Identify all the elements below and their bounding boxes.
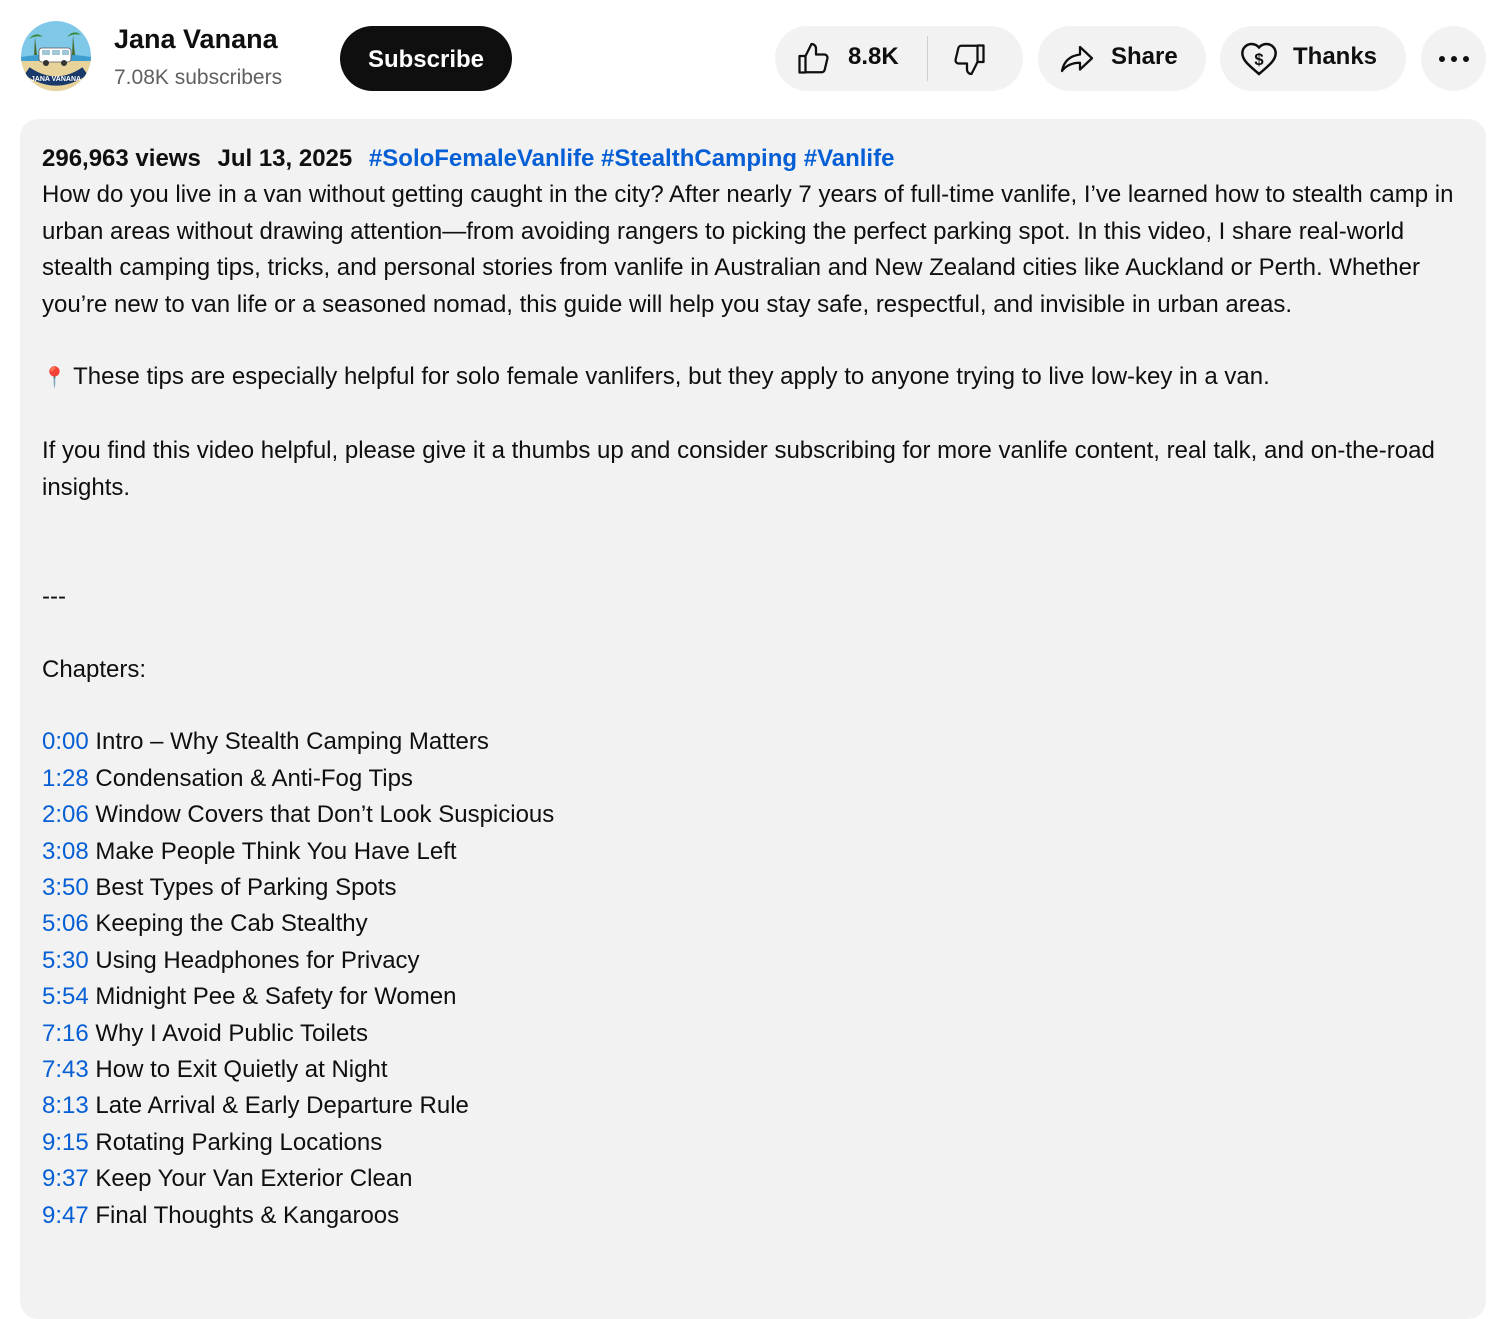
spacer bbox=[42, 688, 1472, 724]
spacer bbox=[42, 542, 1472, 578]
chapter-timestamp[interactable]: 7:16 bbox=[42, 1019, 89, 1047]
chapter-timestamp[interactable]: 9:47 bbox=[42, 1201, 89, 1229]
chapter-timestamp[interactable]: 5:06 bbox=[42, 910, 89, 938]
chapter-timestamp[interactable]: 9:15 bbox=[42, 1128, 89, 1156]
description-panel[interactable] bbox=[20, 119, 1486, 1319]
chapter-item bbox=[42, 979, 1472, 1015]
chapter-title: Keep Your Van Exterior Clean bbox=[95, 1165, 413, 1193]
chapter-timestamp[interactable]: 3:50 bbox=[42, 874, 89, 902]
description-cta: If you find this video helpful, please give it a thumbs up and consider subscribing for more vanlife content, real talk, and on-the-road insights. bbox=[42, 437, 1435, 501]
subscriber-count: 7.08K subscribers bbox=[114, 66, 283, 89]
chapter-title: Condensation & Anti-Fog Tips bbox=[95, 764, 413, 792]
chapter-timestamp[interactable]: 8:13 bbox=[42, 1092, 89, 1120]
hashtag-link[interactable]: #Vanlife bbox=[803, 145, 895, 172]
chapter-timestamp[interactable]: 2:06 bbox=[42, 801, 89, 829]
tip-text: These tips are especially helpful for solo female vanlifers, but they apply to anyone trying to live low-key in a van. bbox=[73, 363, 1270, 391]
share-arrow-icon bbox=[1058, 41, 1096, 77]
chapter-title: Best Types of Parking Spots bbox=[95, 874, 397, 902]
chapter-timestamp[interactable]: 7:43 bbox=[42, 1056, 89, 1084]
chapters-list bbox=[42, 724, 1472, 1234]
chapter-timestamp[interactable]: 9:37 bbox=[42, 1165, 89, 1193]
publish-date: Jul 13, 2025 bbox=[217, 145, 353, 172]
chapter-title: Using Headphones for Privacy bbox=[95, 946, 420, 974]
chapter-item bbox=[42, 1161, 1472, 1197]
heart-dollar-icon bbox=[1239, 39, 1279, 79]
chapter-title: Intro – Why Stealth Camping Matters bbox=[95, 728, 489, 756]
chapter-title: Late Arrival & Early Departure Rule bbox=[95, 1092, 469, 1120]
chapter-title: Keeping the Cab Stealthy bbox=[95, 910, 368, 938]
description-content bbox=[42, 141, 1472, 1234]
subscribe-button[interactable]: Subscribe bbox=[340, 26, 512, 91]
spacer bbox=[42, 506, 1472, 542]
chapter-title: Make People Think You Have Left bbox=[95, 837, 457, 865]
chapter-item bbox=[42, 761, 1472, 797]
chapter-title: Rotating Parking Locations bbox=[95, 1128, 383, 1156]
chapter-timestamp[interactable]: 0:00 bbox=[42, 728, 89, 756]
video-action-bar bbox=[0, 0, 1512, 118]
thumbs-down-icon bbox=[952, 41, 988, 77]
dislike-button[interactable] bbox=[928, 26, 1023, 91]
chapters-heading: Chapters: bbox=[42, 655, 147, 683]
hashtag-link[interactable]: #SoloFemaleVanlife bbox=[368, 145, 595, 172]
chapter-item bbox=[42, 797, 1472, 833]
chapter-timestamp[interactable]: 1:28 bbox=[42, 764, 89, 792]
chapter-item bbox=[42, 1198, 1472, 1234]
chapter-item bbox=[42, 870, 1472, 906]
chapter-title: Final Thoughts & Kangaroos bbox=[95, 1201, 400, 1229]
thumbs-up-icon bbox=[795, 41, 831, 77]
share-button[interactable] bbox=[1038, 26, 1206, 91]
chapter-item bbox=[42, 1052, 1472, 1088]
more-actions-button[interactable] bbox=[1421, 26, 1486, 91]
spacer bbox=[42, 323, 1472, 359]
hashtag-link[interactable]: #StealthCamping bbox=[601, 145, 798, 172]
chapter-title: Why I Avoid Public Toilets bbox=[95, 1019, 368, 1047]
like-dislike-group bbox=[775, 26, 1023, 91]
avatar-logo-text: JANA VANANA bbox=[30, 76, 82, 83]
chapter-item bbox=[42, 1088, 1472, 1124]
spacer bbox=[42, 397, 1472, 433]
chapter-item bbox=[42, 1125, 1472, 1161]
pin-icon: 📍 bbox=[42, 367, 67, 390]
description-intro: How do you live in a van without getting caught in the city? After nearly 7 years of full-time vanlife, I’ve learned how to stealth camp in urban areas without drawing attention—from avoiding rangers to picking the perfect parking spot. In this video, I share real-world stealth camping tips, tricks, and personal stories from vanlife in Australian and New Zealand cities like Auckland or Perth. Whether you’re new to van life or a seasoned nomad, this guide will help you stay safe, respectful, and invisible in urban areas. bbox=[42, 181, 1454, 318]
like-count: 8.8K bbox=[848, 43, 899, 70]
chapter-title: How to Exit Quietly at Night bbox=[95, 1056, 388, 1084]
chapter-item bbox=[42, 906, 1472, 942]
description-meta bbox=[42, 141, 1472, 177]
chapter-item bbox=[42, 834, 1472, 870]
chapter-timestamp[interactable]: 3:08 bbox=[42, 837, 89, 865]
chapter-item bbox=[42, 1016, 1472, 1052]
chapter-item bbox=[42, 943, 1472, 979]
van-logo-icon bbox=[21, 21, 91, 91]
like-button[interactable] bbox=[775, 26, 927, 91]
chapter-title: Midnight Pee & Safety for Women bbox=[95, 983, 457, 1011]
share-label: Share bbox=[1111, 43, 1178, 70]
spacer bbox=[42, 615, 1472, 651]
chapter-item bbox=[42, 724, 1472, 760]
description-tip bbox=[42, 359, 1472, 396]
svg-text:$: $ bbox=[1254, 49, 1264, 69]
channel-avatar[interactable] bbox=[21, 21, 91, 91]
channel-name[interactable]: Jana Vanana bbox=[114, 24, 278, 54]
view-count: 296,963 views bbox=[42, 145, 201, 172]
more-horizontal-icon bbox=[1438, 55, 1470, 63]
thanks-label: Thanks bbox=[1293, 43, 1378, 70]
separator-text: --- bbox=[42, 582, 66, 610]
chapter-timestamp[interactable]: 5:54 bbox=[42, 983, 89, 1011]
chapter-title: Window Covers that Don’t Look Suspicious bbox=[95, 801, 555, 829]
chapter-timestamp[interactable]: 5:30 bbox=[42, 946, 89, 974]
thanks-button[interactable] bbox=[1220, 26, 1406, 91]
